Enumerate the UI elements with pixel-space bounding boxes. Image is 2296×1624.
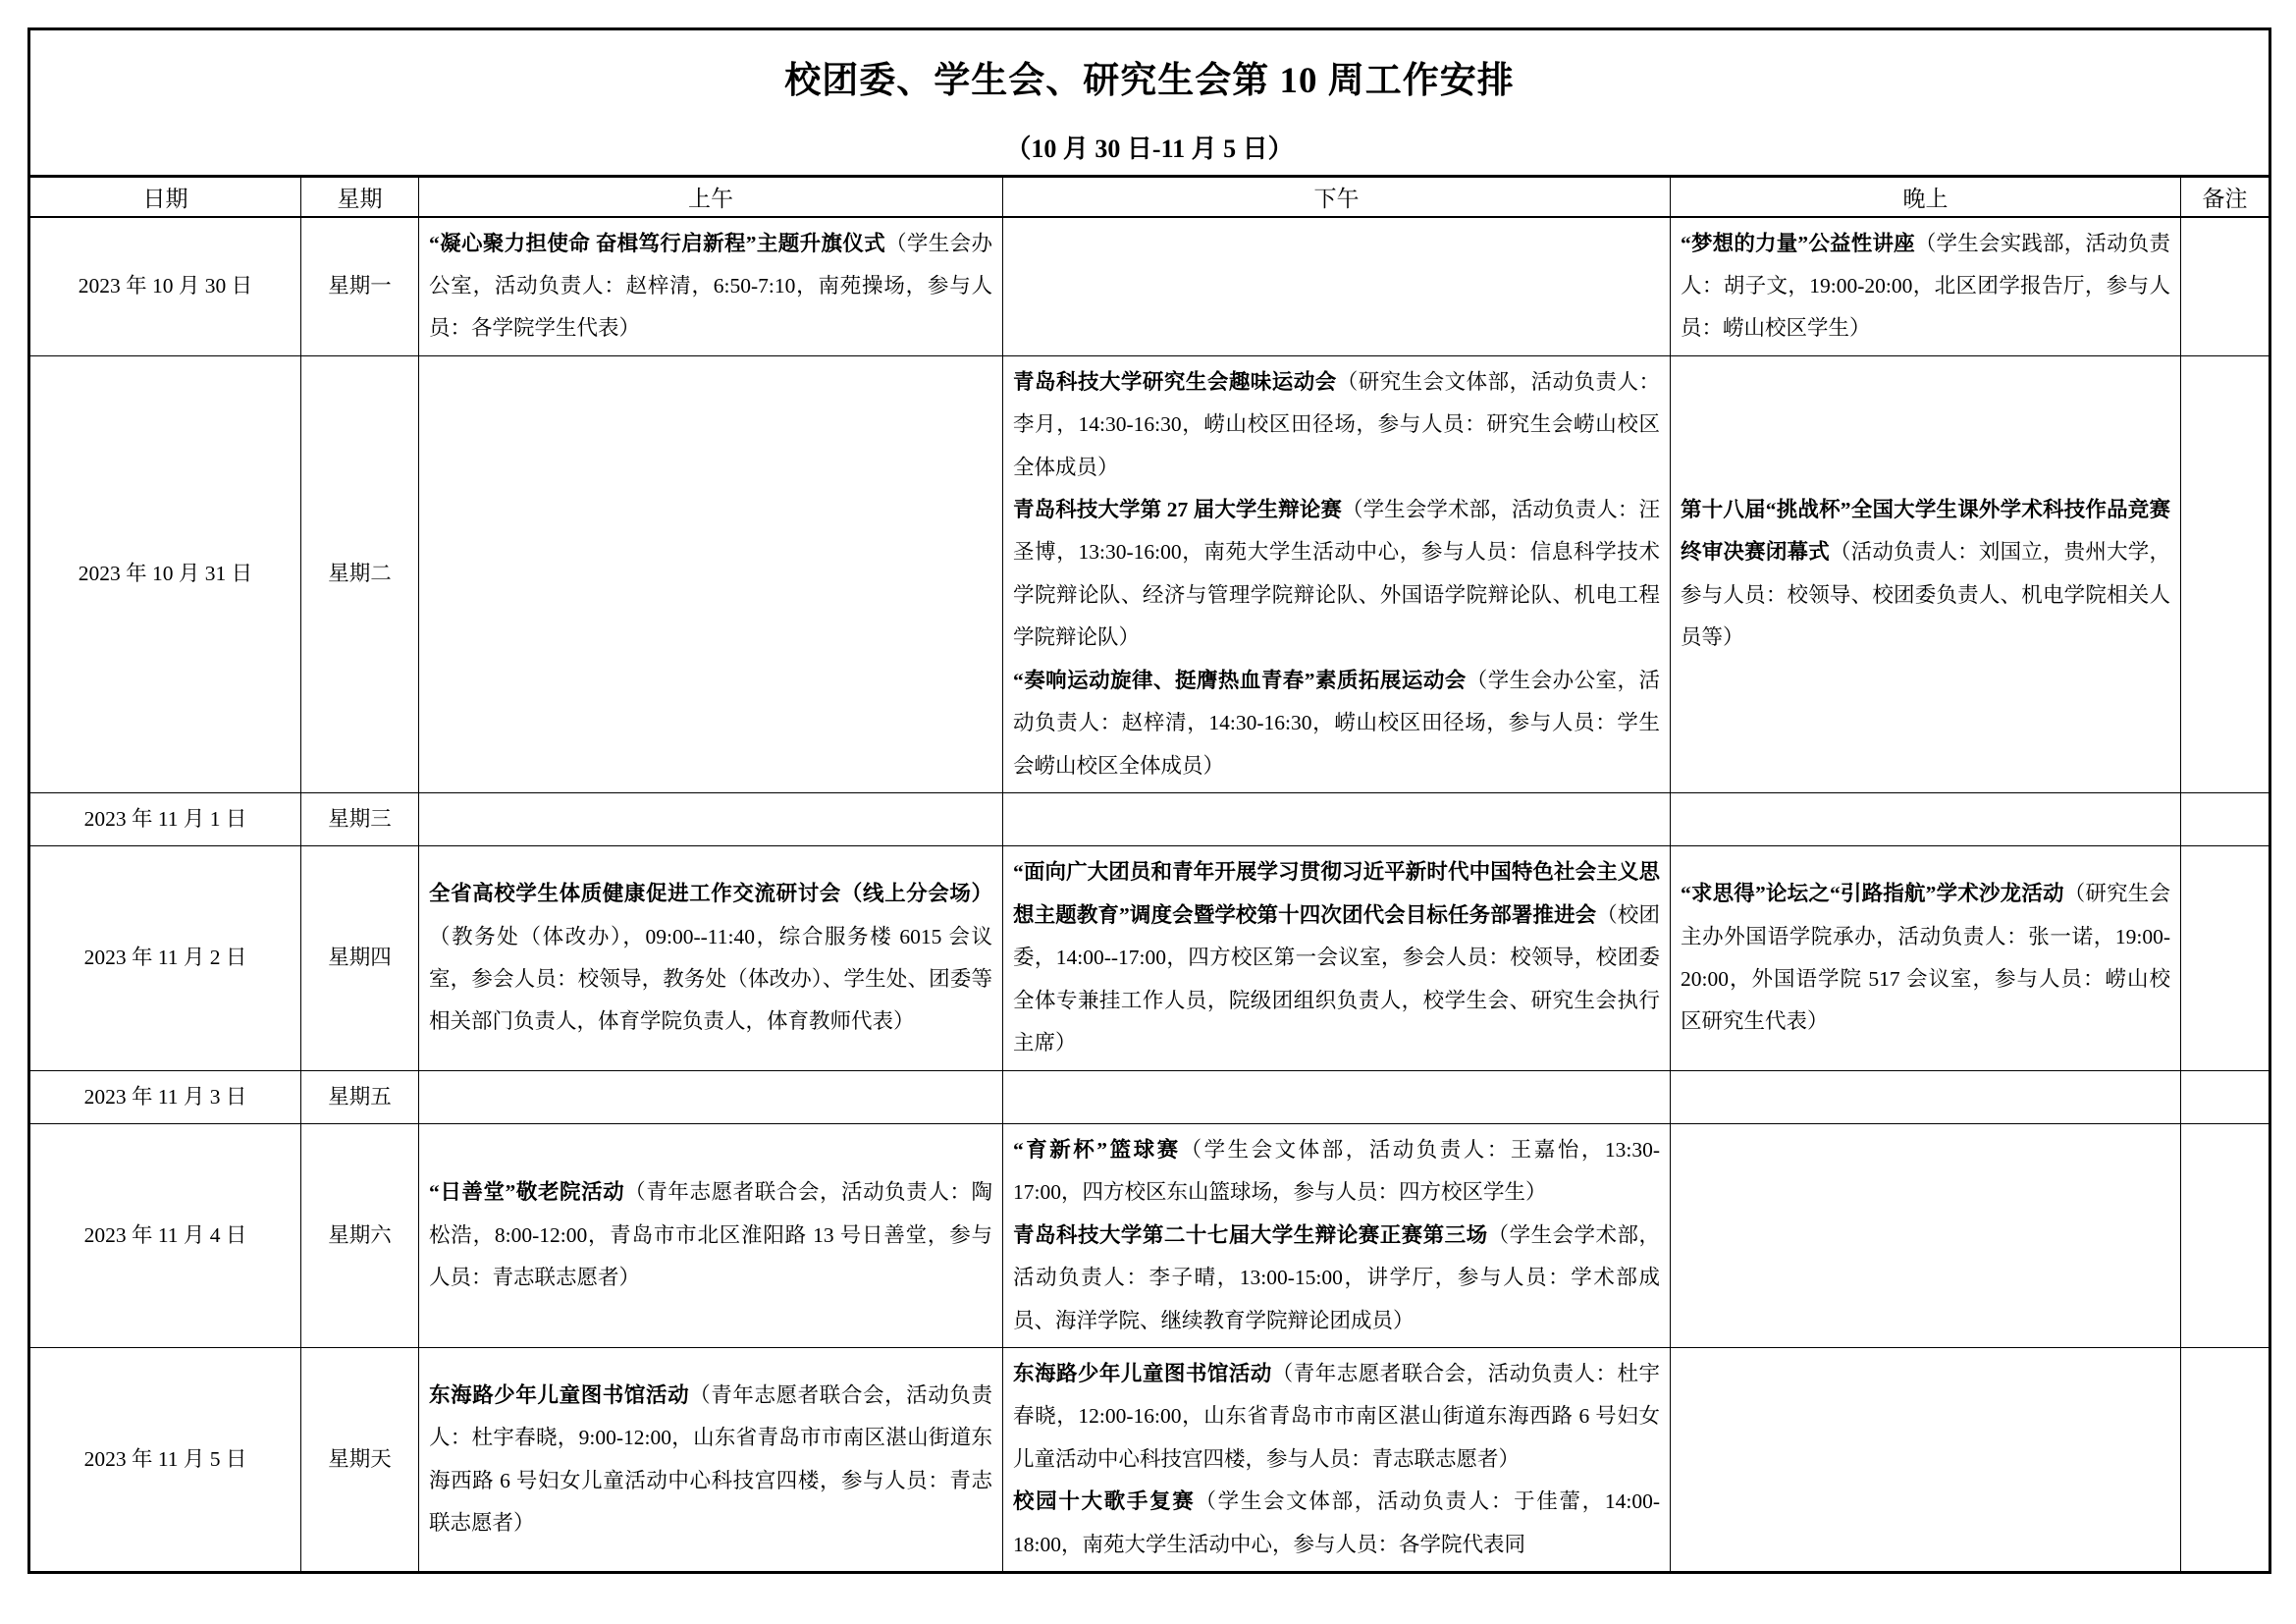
event-entry xyxy=(1681,489,2170,660)
event-title: “凝心聚力担使命 奋楫笃行启新程”主题升旗仪式 xyxy=(429,231,886,255)
weekday-cell: 星期五 xyxy=(301,1070,419,1123)
event-title: “求思得”论坛之“引路指航”学术沙龙活动 xyxy=(1681,882,2064,906)
event-entry xyxy=(1013,1215,1660,1342)
event-detail: （研究生会文体部，活动负责人：李月，14:30-16:30，崂山校区田径场，参与人员：研究生会崂山校区全体成员） xyxy=(1013,369,1660,479)
table-row xyxy=(29,846,2270,1070)
evening-cell xyxy=(1671,792,2181,845)
event-entry xyxy=(429,223,992,351)
event-detail: （活动负责人：刘国立，贵州大学，参与人员：校领导、校团委负责人、机电学院相关人员等） xyxy=(1681,540,2170,650)
event-detail: （学生会实践部，活动负责人：胡子文，19:00-20:00，北区团学报告厅，参与人员：崂山校区学生） xyxy=(1681,231,2170,341)
event-detail: （教务处（体改办），09:00--11:40，综合服务楼 6015 会议室，参会人员：校领导，教务处（体改办）、学生处、团委等相关部门负责人，体育学院负责人，体育教师代表） xyxy=(429,924,992,1034)
event-title: “面向广大团员和青年开展学习贯彻习近平新时代中国特色社会主义思想主题教育”调度会暨学校第十四次团代会目标任务部署推进会 xyxy=(1013,860,1660,927)
morning-cell xyxy=(419,217,1003,356)
col-header-weekday: 星期 xyxy=(301,177,419,217)
event-entry xyxy=(1013,489,1660,660)
evening-cell xyxy=(1671,355,2181,792)
event-entry xyxy=(1013,361,1660,489)
morning-cell xyxy=(419,355,1003,792)
afternoon-cell xyxy=(1003,792,1671,845)
title-cell xyxy=(29,29,2270,177)
table-row xyxy=(29,217,2270,356)
page-subtitle: （10 月 30 日-11 月 5 日） xyxy=(1005,135,1294,163)
morning-cell xyxy=(419,1348,1003,1573)
event-entry xyxy=(1013,1353,1660,1481)
date-cell: 2023 年 11 月 5 日 xyxy=(29,1348,301,1573)
table-row xyxy=(29,1123,2270,1347)
afternoon-cell xyxy=(1003,846,1671,1070)
event-entry xyxy=(1681,223,2170,351)
title-row xyxy=(29,29,2270,177)
morning-cell xyxy=(419,792,1003,845)
evening-cell xyxy=(1671,1348,2181,1573)
event-title: 东海路少年儿童图书馆活动 xyxy=(1013,1362,1272,1386)
date-cell: 2023 年 10 月 31 日 xyxy=(29,355,301,792)
weekday-cell: 星期三 xyxy=(301,792,419,845)
date-cell: 2023 年 11 月 3 日 xyxy=(29,1070,301,1123)
schedule-table xyxy=(27,27,2271,1574)
morning-cell xyxy=(419,846,1003,1070)
date-cell: 2023 年 11 月 4 日 xyxy=(29,1123,301,1347)
event-entry xyxy=(1013,1129,1660,1215)
afternoon-cell xyxy=(1003,1123,1671,1347)
event-title: “奏响运动旋律、挺膺热血青春”素质拓展运动会 xyxy=(1013,668,1467,692)
evening-cell xyxy=(1671,846,2181,1070)
event-title: 青岛科技大学第二十七届大学生辩论赛正赛第三场 xyxy=(1013,1222,1488,1247)
event-detail: （学生会文体部，活动负责人：王嘉怡，13:30-17:00，四方校区东山篮球场，参与人员：四方校区学生） xyxy=(1013,1137,1660,1205)
evening-cell xyxy=(1671,1123,2181,1347)
remark-cell xyxy=(2181,846,2270,1070)
col-header-evening: 晚上 xyxy=(1671,177,2181,217)
weekday-cell: 星期天 xyxy=(301,1348,419,1573)
event-entry xyxy=(429,873,992,1044)
remark-cell xyxy=(2181,1348,2270,1573)
date-cell: 2023 年 11 月 1 日 xyxy=(29,792,301,845)
table-row xyxy=(29,792,2270,845)
evening-cell xyxy=(1671,217,2181,356)
event-entry xyxy=(429,1375,992,1545)
event-entry xyxy=(1013,660,1660,787)
col-header-remark: 备注 xyxy=(2181,177,2270,217)
header-row xyxy=(29,177,2270,217)
event-title: 全省高校学生体质健康促进工作交流研讨会（线上分会场） xyxy=(429,882,992,906)
afternoon-cell xyxy=(1003,217,1671,356)
morning-cell xyxy=(419,1123,1003,1347)
event-entry xyxy=(1013,1481,1660,1566)
date-cell: 2023 年 10 月 30 日 xyxy=(29,217,301,356)
col-header-afternoon: 下午 xyxy=(1003,177,1671,217)
event-title: 青岛科技大学第 27 届大学生辩论赛 xyxy=(1013,498,1342,522)
event-detail: （学生会学术部，活动负责人：汪圣博，13:30-16:00，南苑大学生活动中心，参与人员：信息科学技术学院辩论队、经济与管理学院辩论队、外国语学院辩论队、机电工程学院辩论队） xyxy=(1013,498,1660,650)
event-title: “育新杯”篮球赛 xyxy=(1013,1137,1181,1162)
event-detail: （青年志愿者联合会，活动负责人：杜宇春晓，12:00-16:00，山东省青岛市市南区湛山街道东海西路 6 号妇女儿童活动中心科技宫四楼，参与人员：青志联志愿者） xyxy=(1013,1362,1660,1471)
page-title: 校团委、学生会、研究生会第 10 周工作安排 xyxy=(784,61,1515,101)
table-row xyxy=(29,1348,2270,1573)
event-detail: （学生会学术部，活动负责人：李子晴，13:00-15:00，讲学厅，参与人员：学术部成员、海洋学院、继续教育学院辩论团成员） xyxy=(1013,1222,1660,1332)
event-title: “梦想的力量”公益性讲座 xyxy=(1681,231,1915,255)
event-detail: （学生会办公室，活动负责人：赵梓清，14:30-16:30，崂山校区田径场，参与人员：学生会崂山校区全体成员） xyxy=(1013,668,1660,778)
remark-cell xyxy=(2181,792,2270,845)
event-detail: （校团委，14:00--17:00，四方校区第一会议室，参会人员：校领导，校团委全体专兼挂工作人员，院级团组织负责人，校学生会、研究生会执行主席） xyxy=(1013,902,1660,1056)
event-detail: （学生会文体部，活动负责人：于佳蕾，14:00-18:00，南苑大学生活动中心，参与人员：各学院代表同 xyxy=(1013,1489,1660,1556)
afternoon-cell xyxy=(1003,1348,1671,1573)
afternoon-cell xyxy=(1003,355,1671,792)
event-detail: （青年志愿者联合会，活动负责人：杜宇春晓，9:00-12:00，山东省青岛市市南区湛山街道东海西路 6 号妇女儿童活动中心科技宫四楼，参与人员：青志联志愿者） xyxy=(429,1382,992,1536)
event-title: 校园十大歌手复赛 xyxy=(1013,1489,1196,1514)
event-entry xyxy=(1681,873,2170,1044)
table-row xyxy=(29,355,2270,792)
event-entry xyxy=(1013,851,1660,1064)
weekday-cell: 星期六 xyxy=(301,1123,419,1347)
afternoon-cell xyxy=(1003,1070,1671,1123)
morning-cell xyxy=(419,1070,1003,1123)
remark-cell xyxy=(2181,1123,2270,1347)
event-detail: （学生会办公室，活动负责人：赵梓清，6:50-7:10，南苑操场，参与人员：各学院学生代表） xyxy=(429,231,992,341)
event-title: 青岛科技大学研究生会趣味运动会 xyxy=(1013,369,1337,394)
event-detail: （青年志愿者联合会，活动负责人：陶松浩，8:00-12:00，青岛市市北区淮阳路 13 号日善堂，参与人员：青志联志愿者） xyxy=(429,1180,992,1290)
weekday-cell: 星期一 xyxy=(301,217,419,356)
date-cell: 2023 年 11 月 2 日 xyxy=(29,846,301,1070)
weekday-cell: 星期二 xyxy=(301,355,419,792)
remark-cell xyxy=(2181,1070,2270,1123)
col-header-morning: 上午 xyxy=(419,177,1003,217)
event-entry xyxy=(429,1171,992,1299)
remark-cell xyxy=(2181,355,2270,792)
event-detail: （研究生会主办外国语学院承办，活动负责人：张一诺，19:00-20:00，外国语学院 517 会议室，参与人员：崂山校区研究生代表） xyxy=(1681,882,2170,1034)
table-row xyxy=(29,1070,2270,1123)
weekday-cell: 星期四 xyxy=(301,846,419,1070)
event-title: “日善堂”敬老院活动 xyxy=(429,1180,625,1205)
remark-cell xyxy=(2181,217,2270,356)
event-title: 第十八届“挑战杯”全国大学生课外学术科技作品竞赛终审决赛闭幕式 xyxy=(1681,498,2170,565)
col-header-date: 日期 xyxy=(29,177,301,217)
evening-cell xyxy=(1671,1070,2181,1123)
event-title: 东海路少年儿童图书馆活动 xyxy=(429,1382,690,1407)
